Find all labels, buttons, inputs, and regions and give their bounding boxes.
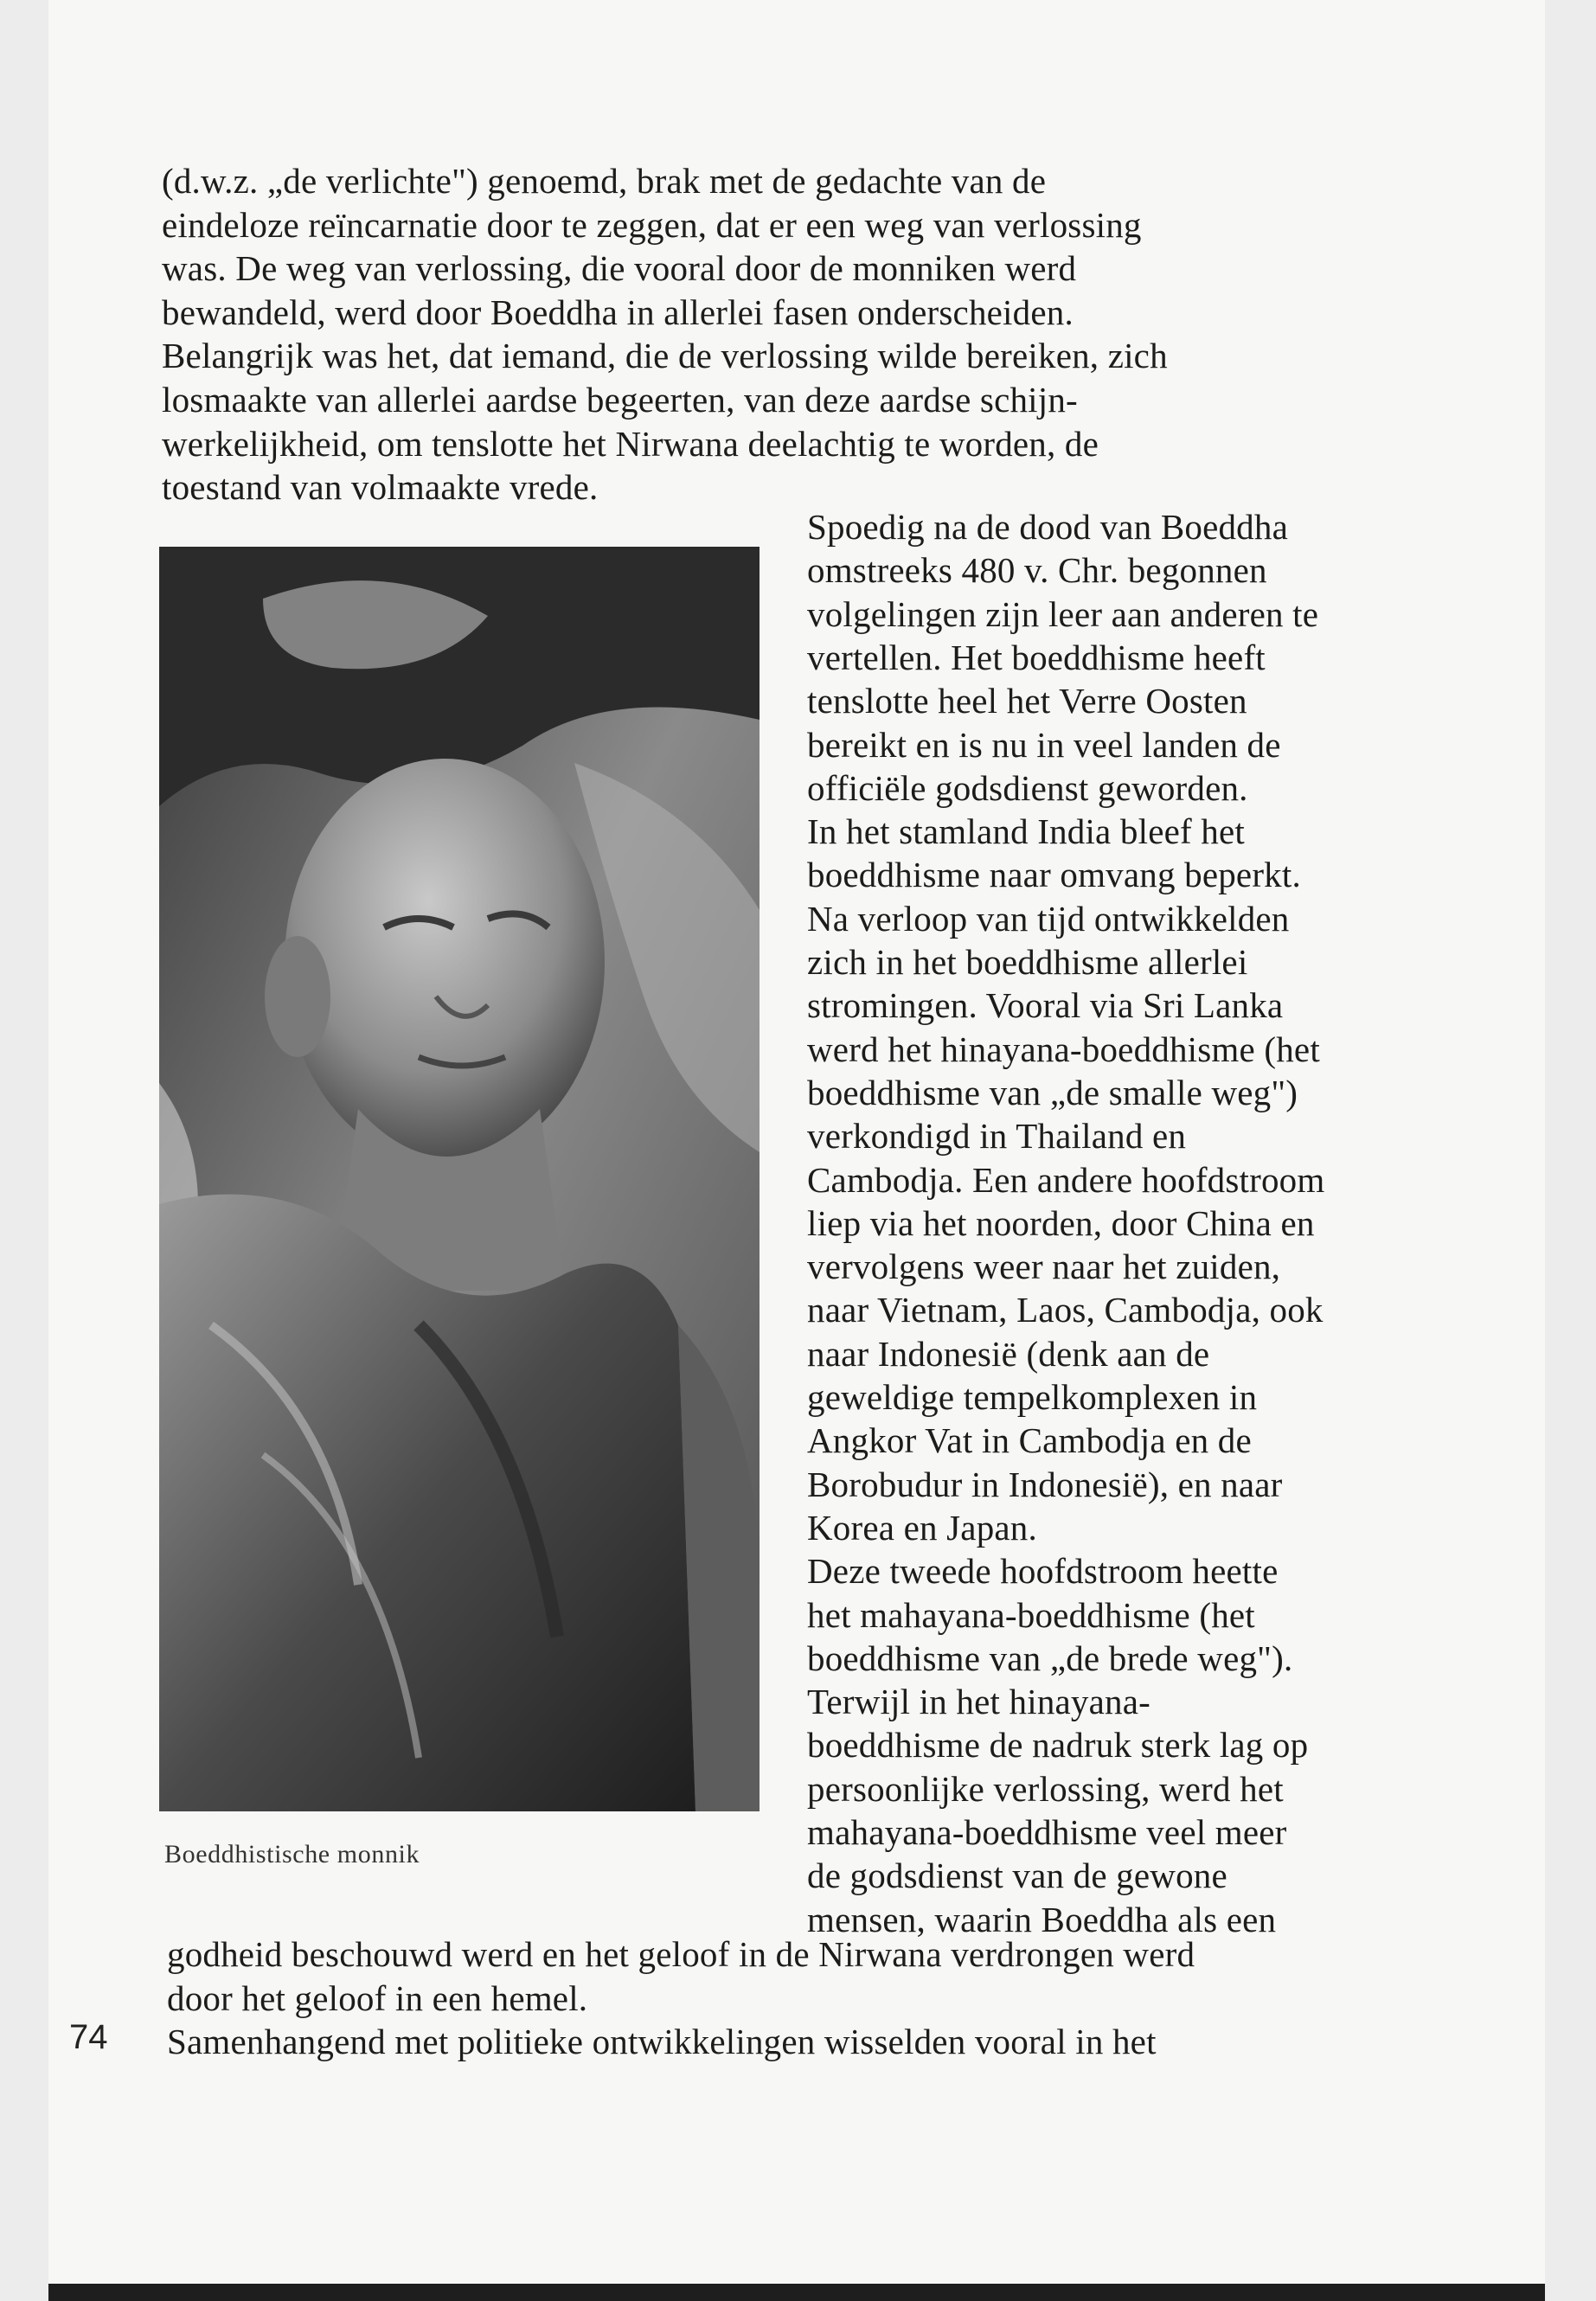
text-line: Spoedig na de dood van Boeddha: [807, 507, 1288, 547]
text-line: losmaakte van allerlei aardse begeerten, van deze aardse schijn-: [162, 380, 1078, 420]
text-line: persoonlijke verlossing, werd het: [807, 1768, 1284, 1809]
text-line: Na verloop van tijd ontwikkelden: [807, 898, 1290, 939]
text-line: boeddhisme van „de brede weg").: [807, 1638, 1293, 1678]
text-line: Belangrijk was het, dat iemand, die de verlossing wilde bereiken, zich: [162, 336, 1168, 376]
page-edge: [48, 2284, 1545, 2301]
text-line: Samenhangend met politieke ontwikkelingen wisselden vooral in het: [167, 2022, 1157, 2062]
text-line: zich in het boeddhisme allerlei: [807, 942, 1248, 982]
text-line: mensen, waarin Boeddha als een: [807, 1899, 1277, 1939]
text-line: toestand van volmaakte vrede.: [162, 467, 599, 508]
text-line: vervolgens weer naar het zuiden,: [807, 1247, 1281, 1287]
text-line: naar Vietnam, Laos, Cambodja, ook: [807, 1290, 1324, 1330]
photo-caption: Boeddhistische monnik: [164, 1840, 420, 1868]
text-line: godheid beschouwd werd en het geloof in de Nirwana verdrongen werd: [167, 1934, 1195, 1974]
text-line: liep via het noorden, door China en: [807, 1202, 1315, 1243]
text-line: de godsdienst van de gewone: [807, 1856, 1227, 1896]
text-line: Deze tweede hoofdstroom heette: [807, 1551, 1279, 1592]
text-line: boeddhisme de nadruk sterk lag op: [807, 1725, 1309, 1766]
text-line: volgelingen zijn leer aan anderen te: [807, 593, 1319, 634]
text-line: geweldige tempelkomplexen in: [807, 1377, 1258, 1417]
text-line: het mahayana-boeddhisme (het: [807, 1594, 1255, 1635]
text-line: Angkor Vat in Cambodja en de: [807, 1420, 1252, 1461]
text-line: Borobudur in Indonesië), en naar: [807, 1464, 1283, 1504]
text-line: Cambodja. Een andere hoofdstroom: [807, 1159, 1325, 1200]
text-line: boeddhisme van „de smalle weg"): [807, 1072, 1298, 1112]
monk-photo: [159, 547, 760, 1811]
text-line: officiële godsdienst geworden.: [807, 767, 1248, 808]
text-line: bewandeld, werd door Boeddha in allerlei fasen onderscheiden.: [162, 292, 1074, 332]
text-line: eindeloze reïncarnatie door te zeggen, dat er een weg van verlossing: [162, 204, 1142, 245]
text-line: werkelijkheid, om tenslotte het Nirwana deelachtig te worden, de: [162, 423, 1099, 464]
text-line: Korea en Japan.: [807, 1507, 1037, 1548]
text-line: tenslotte heel het Verre Oosten: [807, 681, 1247, 721]
text-line: bereikt en is nu in veel landen de: [807, 724, 1281, 765]
text-line: was. De weg van verlossing, die vooral door de monniken werd: [162, 248, 1077, 289]
text-line: boeddhisme naar omvang beperkt.: [807, 855, 1301, 895]
text-line: In het stamland India bleef het: [807, 811, 1245, 852]
text-line: naar Indonesië (denk aan de: [807, 1333, 1210, 1374]
text-line: stromingen. Vooral via Sri Lanka: [807, 985, 1284, 1026]
page-number: 74: [69, 2018, 108, 2056]
text-line: Terwijl in het hinayana-: [807, 1682, 1151, 1722]
text-line: mahayana-boeddhisme veel meer: [807, 1812, 1287, 1852]
text-line: werd het hinayana-boeddhisme (het: [807, 1029, 1320, 1069]
text-line: (d.w.z. „de verlichte") genoemd, brak met de gedachte van de: [162, 161, 1047, 201]
text-line: omstreeks 480 v. Chr. begonnen: [807, 550, 1267, 591]
text-line: verkondigd in Thailand en: [807, 1116, 1187, 1157]
text-line: door het geloof in een hemel.: [167, 1977, 588, 2018]
text-line: vertellen. Het boeddhisme heeft: [807, 637, 1266, 677]
